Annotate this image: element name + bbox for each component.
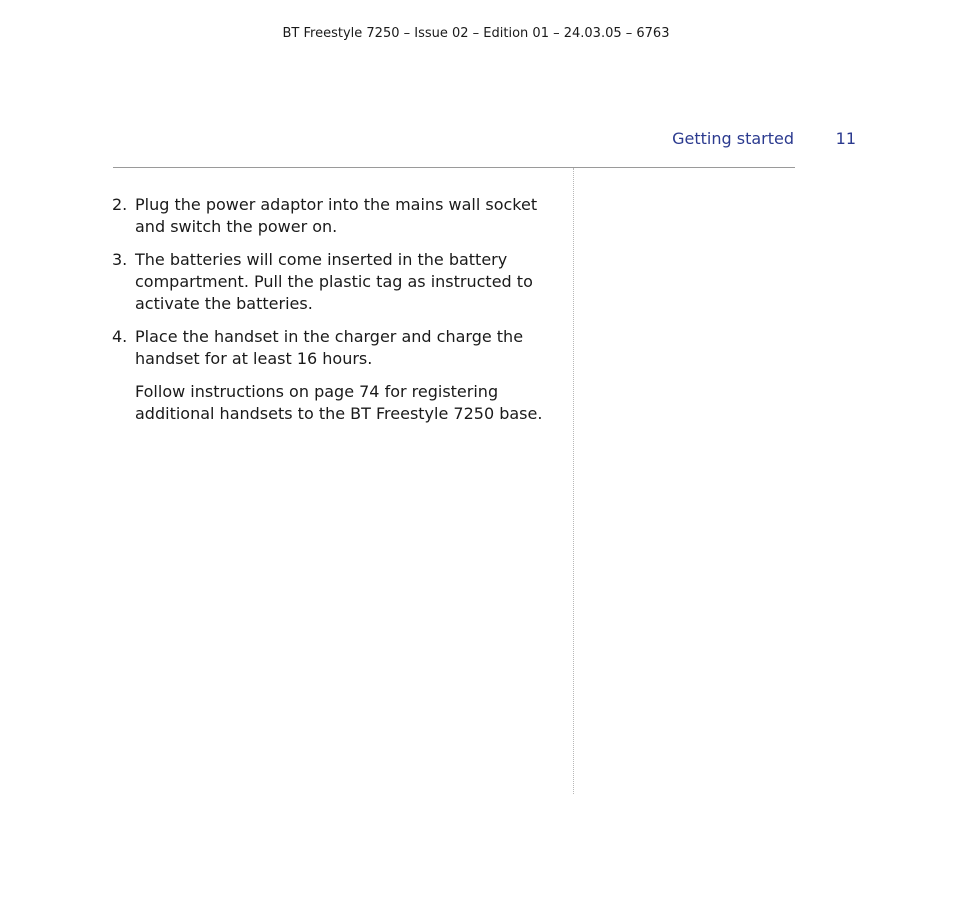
step-number: 2. [112,195,128,214]
step-item-3 [112,249,562,315]
setup-steps-list [112,194,562,425]
header-divider [113,167,795,168]
step-item-4 [112,326,562,370]
step-text: The batteries will come inserted in the battery compartment. Pull the plastic tag as instructed to activate the batteries. [135,250,533,313]
section-title: Getting started [672,129,794,148]
column-divider [573,168,574,794]
step-number: 4. [112,327,128,346]
step-text: Place the handset in the charger and charge the handset for at least 16 hours. [135,327,524,368]
step-text: Plug the power adaptor into the mains wall socket and switch the power on. [135,195,538,236]
step-number: 3. [112,250,128,269]
step-item-2 [112,194,562,238]
page-number: 11 [835,129,856,148]
document-id: BT Freestyle 7250 – Issue 02 – Edition 01 – 24.03.05 – 6763 [282,26,670,41]
registration-note: Follow instructions on page 74 for registering additional handsets to the BT Freestyle 7250 base. [135,382,543,423]
